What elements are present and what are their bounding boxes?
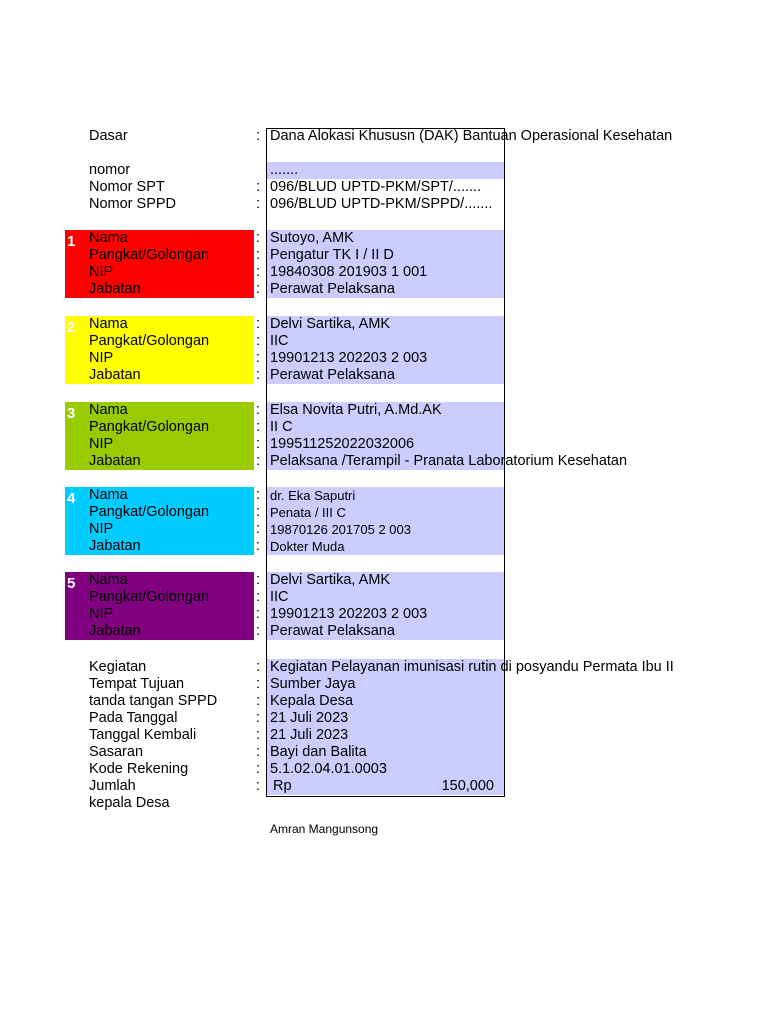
kepala-desa-row	[0, 795, 768, 812]
field-value: IIC	[270, 333, 289, 349]
field-label: Dasar	[89, 128, 128, 144]
field-value: dr. Eka Saputri	[270, 488, 356, 503]
field-value: Perawat Pelaksana	[270, 623, 395, 639]
field-value: Pengatur TK I / II D	[270, 247, 394, 263]
field-label: NIP	[89, 350, 114, 366]
field-value: 096/BLUD UPTD-PKM/SPPD/.......	[270, 196, 493, 212]
field-value: Dana Alokasi Khususn (DAK) Bantuan Operasional Kesehatan	[270, 128, 673, 144]
field-colon: :	[256, 504, 261, 520]
field-colon: :	[256, 623, 261, 639]
field-label: Jumlah	[89, 778, 136, 794]
field-value: .......	[270, 162, 299, 178]
field-colon: :	[256, 247, 261, 263]
header-row	[0, 162, 768, 179]
field-colon: :	[256, 710, 261, 726]
field-colon: :	[256, 487, 261, 503]
field-value: Kegiatan Pelayanan imunisasi rutin di posyandu Permata Ibu II	[270, 659, 674, 675]
value-cell-bg	[267, 589, 504, 606]
field-label: kepala Desa	[89, 795, 170, 811]
currency-label: Rp	[273, 778, 292, 794]
field-value: 19901213 202203 2 003	[270, 606, 428, 622]
activity-row	[0, 693, 768, 710]
amount-value: 150,000	[441, 778, 494, 794]
activity-row	[0, 761, 768, 778]
field-label: Kode Rekening	[89, 761, 189, 777]
field-label: Pangkat/Golongan	[89, 333, 210, 349]
field-value: 21 Juli 2023	[270, 727, 349, 743]
field-label: NIP	[89, 606, 114, 622]
field-label: Nama	[89, 230, 128, 246]
field-value: Penata / III C	[270, 505, 346, 520]
field-label: NIP	[89, 436, 114, 452]
value-cell-bg	[267, 333, 504, 350]
staff-field-row	[0, 623, 768, 640]
staff-field-row	[0, 333, 768, 350]
field-value: Perawat Pelaksana	[270, 367, 395, 383]
header-row	[0, 128, 768, 145]
field-value: 19901213 202203 2 003	[270, 350, 428, 366]
staff-field-row	[0, 367, 768, 384]
field-colon: :	[256, 744, 261, 760]
field-colon: :	[256, 128, 261, 144]
field-label: NIP	[89, 264, 114, 280]
activity-row	[0, 659, 768, 676]
staff-field-row	[0, 230, 768, 247]
field-colon: :	[256, 538, 261, 554]
field-colon: :	[256, 761, 261, 777]
activity-row	[0, 710, 768, 727]
field-label: Nama	[89, 487, 128, 503]
field-value: Perawat Pelaksana	[270, 281, 395, 297]
field-colon: :	[256, 589, 261, 605]
field-value: Sumber Jaya	[270, 676, 356, 692]
field-label: Jabatan	[89, 453, 141, 469]
field-value: IIC	[270, 589, 289, 605]
field-colon: :	[256, 572, 261, 588]
field-colon: :	[256, 196, 261, 212]
field-colon: :	[256, 350, 261, 366]
staff-number: 5	[67, 575, 76, 592]
staff-field-row	[0, 606, 768, 623]
field-value: Elsa Novita Putri, A.Md.AK	[270, 402, 442, 418]
field-colon: :	[256, 693, 261, 709]
field-label: Sasaran	[89, 744, 144, 760]
field-value: Dokter Muda	[270, 539, 345, 554]
staff-field-row	[0, 264, 768, 281]
field-colon: :	[256, 264, 261, 280]
field-label: Jabatan	[89, 623, 141, 639]
staff-field-row	[0, 521, 768, 538]
activity-row	[0, 744, 768, 761]
staff-field-row	[0, 572, 768, 589]
field-label: Pada Tanggal	[89, 710, 178, 726]
field-label: Nama	[89, 402, 128, 418]
field-colon: :	[256, 606, 261, 622]
field-label: Pangkat/Golongan	[89, 419, 210, 435]
field-value: Bayi dan Balita	[270, 744, 367, 760]
staff-number: 4	[67, 490, 76, 507]
field-colon: :	[256, 402, 261, 418]
field-colon: :	[256, 659, 261, 675]
field-colon: :	[256, 281, 261, 297]
field-label: Pangkat/Golongan	[89, 504, 210, 520]
header-row	[0, 196, 768, 213]
field-colon: :	[256, 230, 261, 246]
field-value: 19870126 201705 2 003	[270, 522, 411, 537]
field-label: Pangkat/Golongan	[89, 589, 210, 605]
staff-number: 2	[67, 319, 76, 336]
staff-field-row	[0, 538, 768, 555]
field-label: Nomor SPT	[89, 179, 165, 195]
staff-field-row	[0, 504, 768, 521]
field-label: Nama	[89, 572, 128, 588]
field-label: NIP	[89, 521, 114, 537]
field-value: II C	[270, 419, 293, 435]
field-colon: :	[256, 333, 261, 349]
field-colon: :	[256, 453, 261, 469]
staff-field-row	[0, 281, 768, 298]
field-label: Kegiatan	[89, 659, 147, 675]
field-colon: :	[256, 179, 261, 195]
field-value: Pelaksana /Terampil - Pranata Laboratorium Kesehatan	[270, 453, 628, 469]
staff-field-row	[0, 350, 768, 367]
field-colon: :	[256, 316, 261, 332]
field-value: Delvi Sartika, AMK	[270, 316, 391, 332]
staff-field-row	[0, 316, 768, 333]
value-cell-bg	[267, 162, 504, 179]
field-value: Kepala Desa	[270, 693, 354, 709]
field-value: 21 Juli 2023	[270, 710, 349, 726]
staff-field-row	[0, 487, 768, 504]
field-colon: :	[256, 778, 261, 794]
field-label: Jabatan	[89, 281, 141, 297]
jumlah-row	[0, 778, 768, 795]
field-label: Nomor SPPD	[89, 196, 177, 212]
field-value: Delvi Sartika, AMK	[270, 572, 391, 588]
staff-field-row	[0, 247, 768, 264]
field-label: Nama	[89, 316, 128, 332]
staff-field-row	[0, 402, 768, 419]
staff-number: 3	[67, 405, 76, 422]
staff-field-row	[0, 589, 768, 606]
field-colon: :	[256, 727, 261, 743]
field-label: tanda tangan SPPD	[89, 693, 218, 709]
field-colon: :	[256, 436, 261, 452]
field-label: Pangkat/Golongan	[89, 247, 210, 263]
staff-number: 1	[67, 233, 76, 250]
field-value: 096/BLUD UPTD-PKM/SPT/.......	[270, 179, 482, 195]
field-value: 5.1.02.04.01.0003	[270, 761, 387, 777]
field-colon: :	[256, 521, 261, 537]
field-colon: :	[256, 419, 261, 435]
activity-row	[0, 727, 768, 744]
staff-field-row	[0, 453, 768, 470]
field-colon: :	[256, 676, 261, 692]
field-label: Tanggal Kembali	[89, 727, 197, 743]
field-label: nomor	[89, 162, 131, 178]
signature-name: Amran Mangunsong	[270, 822, 379, 836]
staff-field-row	[0, 419, 768, 436]
activity-row	[0, 676, 768, 693]
field-label: Jabatan	[89, 538, 141, 554]
field-colon: :	[256, 367, 261, 383]
header-row	[0, 179, 768, 196]
field-value: Sutoyo, AMK	[270, 230, 354, 246]
field-label: Tempat Tujuan	[89, 676, 185, 692]
field-label: Jabatan	[89, 367, 141, 383]
field-value: 199511252022032006	[270, 436, 415, 452]
field-value: 19840308 201903 1 001	[270, 264, 428, 280]
staff-field-row	[0, 436, 768, 453]
value-cell-bg	[267, 419, 504, 436]
